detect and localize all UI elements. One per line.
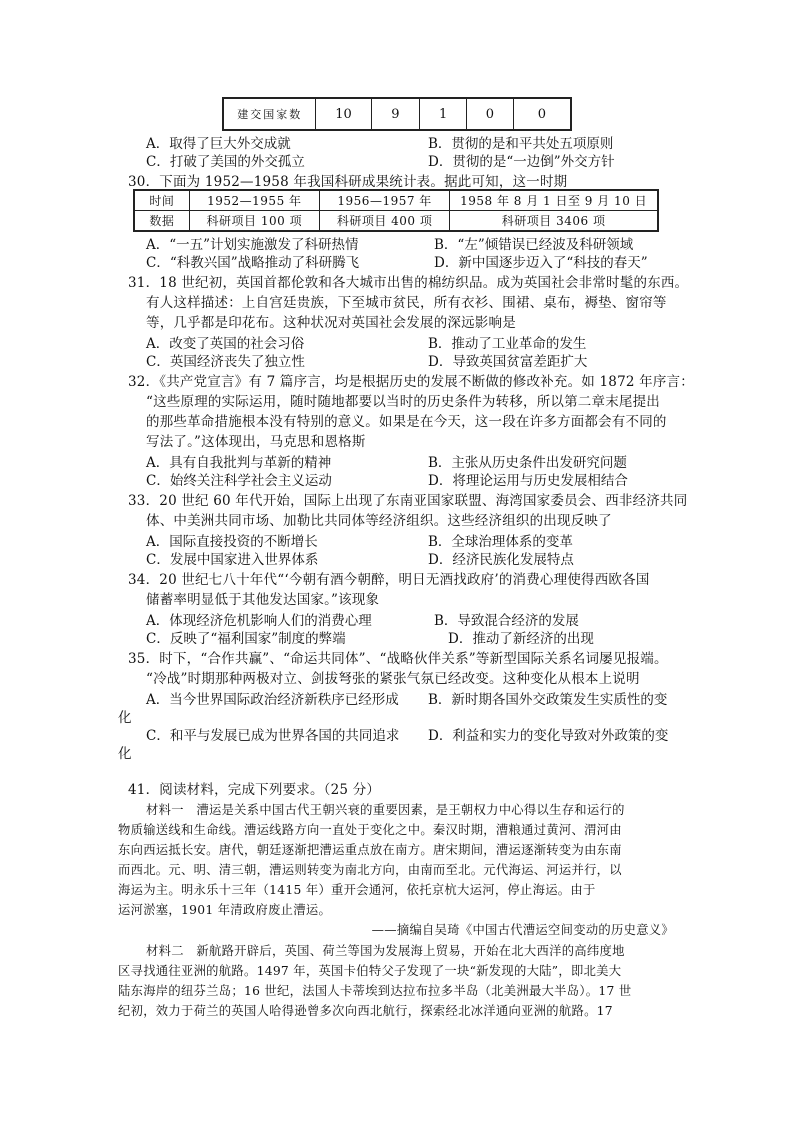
q35-line-1: 35．时下，“合作共赢”、“命运共同体”、“战略伙伴关系”等新型国际关系名词屡见报端。 — [128, 651, 668, 667]
q34-option-b: B．导致混合经济的发展 — [434, 613, 579, 629]
table-cell: 数据 — [134, 211, 189, 232]
q32-option-b: B．主张从历史条件出发研究问题 — [428, 455, 627, 471]
q34-line-1: 34．20 世纪七八十年代“‘今朝有酒今朝醉，明日无酒找政府’的消费心理使得西欧各国 — [128, 572, 650, 588]
q31-line-3: 等，几乎都是印花布。这种状况对英国社会发展的深远影响是 — [146, 315, 516, 331]
q32-option-c: C．始终关注科学社会主义运动 — [146, 473, 332, 489]
q34-option-d: D．推动了新经济的出现 — [448, 631, 594, 647]
q30-option-c: C．“科教兴国”战略推动了科研腾飞 — [146, 255, 360, 271]
table-header: 1952—1955 年 — [189, 190, 319, 211]
table-cell: 0 — [513, 98, 571, 130]
q30-stem: 30．下面为 1952—1958 年我国科研成果统计表。据此可知，这一时期 — [128, 174, 568, 190]
q33-option-a: A．国际直接投资的不断增长 — [146, 534, 318, 550]
q32-option-d: D．将理论运用与历史发展相结合 — [428, 473, 628, 489]
q31-option-c: C．英国经济丧失了独立性 — [146, 354, 305, 370]
table-row — [134, 211, 658, 232]
q32-line-4: 写法了。”这体现出，马克思和恩格斯 — [146, 434, 366, 450]
q31-line-2: 有人这样描述：上自宫廷贵族，下至城市贫民，所有衣衫、围裙、桌布，褥垫、窗帘等 — [146, 295, 667, 311]
q35-option-a: A．当今世界国际政治经济新秩序已经形成 — [146, 692, 399, 708]
q35-option-d-wrap: 化 — [118, 746, 132, 762]
table-header: 时间 — [134, 190, 189, 211]
material-1-line: 东向西运抵长安。唐代，朝廷逐渐把漕运重点放在南方。唐宋期间，漕运逐渐转变为由东南 — [118, 843, 622, 857]
material-1-line: 材料一 漕运是关系中国古代王朝兴衰的重要因素，是王朝权力中心得以生存和运行的 — [146, 803, 625, 817]
q29-option-a: A．取得了巨大外交成就 — [146, 136, 291, 152]
table-cell: 0 — [467, 98, 514, 130]
table-cell: 10 — [316, 98, 371, 130]
material-1-source: ——摘编自吴琦《中国古代漕运空间变动的历史意义》 — [371, 923, 674, 937]
material-2-line: 纪初，效力于荷兰的英国人哈得逊曾多次向西北航行，探索经北冰洋通向亚洲的航路。17 — [118, 1004, 613, 1018]
q35-option-d: D．利益和实力的变化导致对外政策的变 — [428, 728, 669, 744]
material-1-line: 运河淤塞，1901 年清政府废止漕运。 — [118, 903, 332, 917]
q33-option-d: D．经济民族化发展特点 — [428, 552, 574, 568]
table-cell: 科研项目 100 项 — [189, 211, 319, 232]
material-1-line: 海运为主。明永乐十三年（1415 年）重开会通河，依托京杭大运河，停止海运。由于 — [118, 883, 596, 897]
q35-option-c: C．和平与发展已成为世界各国的共同追求 — [146, 728, 400, 744]
material-1-line: 而西北。元、明、清三朝，漕运则转变为南北方向，由南而至北。元代海运、河运并行，以 — [118, 863, 622, 877]
table-row — [134, 190, 658, 211]
table-cell: 建交国家数 — [223, 98, 316, 130]
q31-line-1: 31．18 世纪初，英国首都伦敦和各大城市出售的棉纺织品。成为英国社会非常时髦的东西。 — [128, 275, 689, 291]
q31-option-a: A．改变了英国的社会习俗 — [146, 336, 305, 352]
material-2-line: 区寻找通往亚洲的航路。1497 年，英国卡伯特父子发现了一块“新发现的大陆”，即北美大 — [118, 964, 622, 978]
q33-line-1: 33．20 世纪 60 年代开始，国际上出现了东南亚国家联盟、海湾国家委员会、西非经济共同 — [128, 493, 688, 509]
table-cell: 科研项目 3406 项 — [450, 211, 658, 232]
research-results-table — [133, 189, 659, 232]
q35-option-b: B．新时期各国外交政策发生实质性的变 — [428, 692, 668, 708]
material-2-line: 陆东海岸的纽芬兰岛；16 世纪，法国人卡蒂埃到达拉布拉多半岛（北美洲最大半岛）。17 世 — [118, 984, 632, 998]
diplomatic-relations-table — [222, 97, 572, 131]
material-1-line: 物质输送线和生命线。漕运线路方向一直处于变化之中。秦汉时期，漕粮通过黄河、渭河由 — [118, 823, 622, 837]
q34-option-a: A．体现经济危机影响人们的消费心理 — [146, 613, 372, 629]
table-cell: 9 — [371, 98, 420, 130]
table-cell: 科研项目 400 项 — [319, 211, 449, 232]
q29-option-b: B．贯彻的是和平共处五项原则 — [428, 136, 614, 152]
q32-line-1: 32．《共产党宣言》有 7 篇序言，均是根据历史的发展不断做的修改补充。如 1872 年序言： — [128, 374, 694, 390]
table-header: 1956—1957 年 — [319, 190, 449, 211]
q35-option-b-wrap: 化 — [118, 710, 132, 726]
q31-option-b: B．推动了工业革命的发生 — [428, 336, 587, 352]
q30-option-a: A．“一五”计划实施激发了科研热情 — [146, 237, 359, 253]
q33-line-2: 体、中美洲共同市场、加勒比共同体等经济组织。这些经济组织的出现反映了 — [146, 513, 612, 529]
table-header: 1958 年 8 月 1 日至 9 月 10 日 — [450, 190, 658, 211]
q32-option-a: A．具有自我批判与革新的精神 — [146, 455, 332, 471]
q29-option-c: C．打破了美国的外交孤立 — [146, 154, 305, 170]
q35-line-2: “冷战”时期那种两极对立、剑拔弩张的紧张气氛已经改变。这种变化从根本上说明 — [146, 671, 640, 687]
q30-option-b: B．“左”倾错误已经波及科研领域 — [434, 237, 634, 253]
q32-line-3: 的那些革命措施根本没有特别的意义。如果是在今天，这一段在许多方面都会有不同的 — [146, 414, 667, 430]
q31-option-d: D．导致英国贫富差距扩大 — [428, 354, 588, 370]
q34-line-2: 储蓄率明显低于其他发达国家。”该现象 — [146, 592, 380, 608]
table-cell: 1 — [420, 98, 467, 130]
q33-option-c: C．发展中国家进入世界体系 — [146, 552, 319, 568]
q29-option-d: D．贯彻的是“一边倒”外交方针 — [428, 154, 615, 170]
material-2-line: 材料二 新航路开辟后，英国、荷兰等国为发展海上贸易，开始在北大西洋的高纬度地 — [146, 944, 625, 958]
q41-title: 41．阅读材料，完成下列要求。（25 分） — [128, 782, 381, 798]
q34-option-c: C．反映了“福利国家”制度的弊端 — [146, 631, 346, 647]
q32-line-2: “这些原理的实际运用，随时随地都要以当时的历史条件为转移，所以第二章末尾提出 — [146, 394, 661, 410]
q33-option-b: B．全球治理体系的变革 — [428, 534, 573, 550]
q30-option-d: D．新中国逐步迈入了“科技的春天” — [434, 255, 648, 271]
table-row — [223, 98, 571, 130]
